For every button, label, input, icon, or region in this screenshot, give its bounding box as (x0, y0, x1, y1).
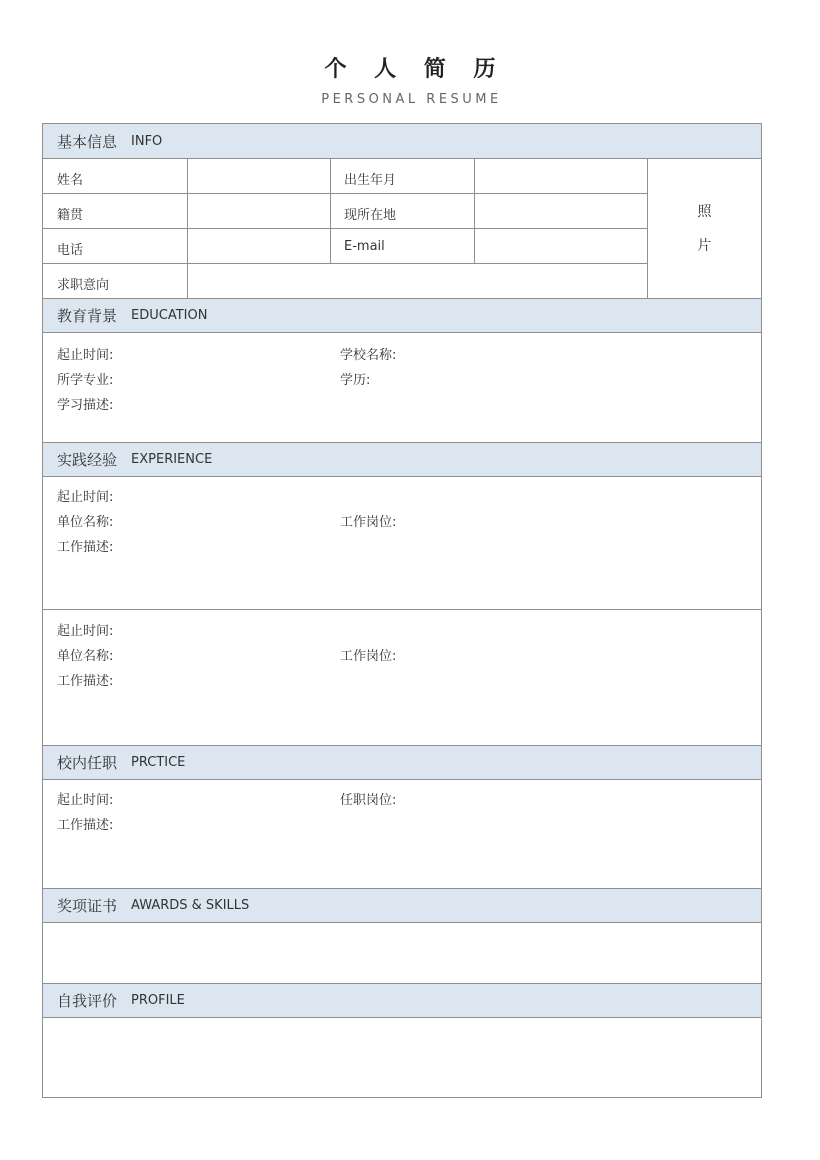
practice-desc-label: 工作描述: (57, 818, 114, 833)
edu-degree-label: 学历: (340, 373, 371, 388)
section-title-en: EDUCATION (131, 308, 208, 323)
intention-label: 求职意向 (57, 278, 110, 293)
grid-line (474, 159, 475, 264)
section-title-zh: 自我评价 (57, 992, 118, 1010)
photo-char: 照 (697, 203, 712, 220)
email-label: E-mail (344, 239, 385, 254)
resume-subtitle: PERSONAL RESUME (321, 92, 502, 107)
exp-unit-label: 单位名称: (57, 515, 114, 530)
exp-period-label: 起止时间: (57, 490, 114, 505)
section-title-zh: 实践经验 (57, 451, 118, 469)
edu-desc-label: 学习描述: (57, 398, 114, 413)
location-label: 现所在地 (344, 208, 397, 223)
section-header-info (43, 124, 761, 159)
section-header-experience (43, 442, 761, 477)
section-header-practice (43, 745, 761, 780)
exp-period-label: 起止时间: (57, 624, 114, 639)
phone-label: 电话 (57, 243, 84, 258)
grid-line (330, 159, 331, 264)
photo-box (648, 159, 761, 298)
name-label: 姓名 (57, 173, 84, 188)
edu-school-label: 学校名称: (340, 348, 397, 363)
section-header-awards (43, 888, 761, 923)
origin-label: 籍贯 (57, 208, 84, 223)
section-title-en: PRCTICE (131, 755, 186, 770)
section-title-zh: 校内任职 (57, 754, 118, 772)
section-title-en: INFO (131, 133, 163, 149)
edu-period-label: 起止时间: (57, 348, 114, 363)
section-header-education (43, 298, 761, 333)
grid-line (43, 193, 648, 194)
birth-label: 出生年月 (344, 173, 397, 188)
exp-unit-label: 单位名称: (57, 649, 114, 664)
section-title-zh: 教育背景 (57, 307, 118, 325)
resume-sheet (42, 123, 762, 1098)
exp-position-label: 工作岗位: (340, 515, 397, 530)
divider (43, 609, 761, 610)
section-title-zh: 基本信息 (57, 132, 118, 151)
grid-line (43, 228, 648, 229)
section-header-profile (43, 983, 761, 1018)
section-title-en: AWARDS & SKILLS (131, 898, 250, 913)
grid-line (43, 263, 648, 264)
exp-desc-label: 工作描述: (57, 674, 114, 689)
grid-line (187, 159, 188, 298)
section-title-zh: 奖项证书 (57, 897, 118, 915)
section-title-en: EXPERIENCE (131, 452, 213, 467)
photo-char: 片 (697, 237, 712, 254)
practice-period-label: 起止时间: (57, 793, 114, 808)
edu-major-label: 所学专业: (57, 373, 114, 388)
exp-position-label: 工作岗位: (340, 649, 397, 664)
practice-position-label: 任职岗位: (340, 793, 397, 808)
resume-title: 个 人 简 历 (324, 57, 506, 82)
exp-desc-label: 工作描述: (57, 540, 114, 555)
section-title-en: PROFILE (131, 993, 185, 1008)
